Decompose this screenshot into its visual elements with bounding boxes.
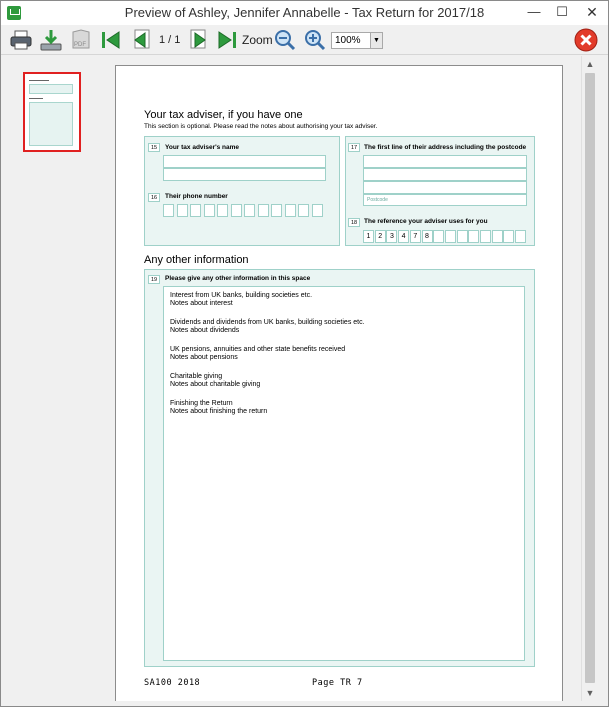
previous-page-button[interactable] (129, 28, 153, 52)
phone-digit-cell[interactable] (298, 204, 309, 217)
info-line: Finishing the Return (170, 400, 233, 407)
phone-digit-cell[interactable] (217, 204, 228, 217)
thumbnail-sidebar (1, 56, 103, 701)
postcode-label: Postcode (367, 197, 388, 203)
reference-digit-cell[interactable] (492, 230, 503, 243)
svg-text:PDF: PDF (74, 42, 86, 48)
info-line: Dividends and dividends from UK banks, building societies etc. (170, 319, 365, 326)
next-page-icon (187, 28, 211, 52)
window-close-button[interactable]: ✕ (586, 4, 598, 20)
chevron-down-icon[interactable]: ▼ (370, 33, 382, 48)
reference-digit-cell[interactable] (433, 230, 444, 243)
reference-digit-cell[interactable] (480, 230, 491, 243)
scrollbar-thumb[interactable] (585, 73, 595, 683)
reference-digit-cell[interactable]: 3 (386, 230, 397, 243)
phone-digit-cell[interactable] (204, 204, 215, 217)
reference-digit-cell[interactable] (457, 230, 468, 243)
first-page-button[interactable] (99, 28, 123, 52)
print-button[interactable] (9, 28, 33, 52)
adviser-address-input-line1[interactable] (363, 155, 527, 168)
phone-digit-cell[interactable] (190, 204, 201, 217)
adviser-address-input-line3[interactable] (363, 181, 527, 194)
adviser-name-label: Your tax adviser's name (165, 144, 240, 151)
phone-digit-cell[interactable] (285, 204, 296, 217)
last-page-icon (215, 28, 239, 52)
phone-digit-cell[interactable] (231, 204, 242, 217)
document-page (115, 65, 563, 701)
reference-digit-cell[interactable]: 7 (410, 230, 421, 243)
toolbar (1, 25, 608, 55)
zoom-in-button[interactable] (303, 28, 327, 52)
pdf-icon (69, 28, 93, 52)
reference-digit-cell[interactable] (445, 230, 456, 243)
thumb-line (29, 80, 49, 81)
field-number: 19 (148, 275, 160, 284)
other-info-label: Please give any other information in this space (165, 275, 311, 282)
info-line: Notes about finishing the return (170, 408, 268, 415)
reference-digit-cell[interactable] (503, 230, 514, 243)
reference-digit-cell[interactable] (468, 230, 479, 243)
reference-digit-cell[interactable]: 1 (363, 230, 374, 243)
document-viewer[interactable] (103, 56, 581, 701)
vertical-scrollbar[interactable] (581, 56, 598, 701)
zoom-value: 100% (335, 35, 361, 46)
field-number: 16 (148, 193, 160, 202)
first-page-icon (99, 28, 123, 52)
adviser-address-panel (345, 136, 535, 246)
adviser-section-subtext: This section is optional. Please read the notes about authorising your tax adviser. (144, 123, 378, 130)
download-icon (39, 28, 63, 52)
zoom-in-icon (303, 28, 327, 52)
field-number: 18 (348, 218, 360, 227)
phone-digit-cell[interactable] (177, 204, 188, 217)
info-line: Interest from UK banks, building societies etc. (170, 292, 313, 299)
window-title: Preview of Ashley, Jennifer Annabelle - Tax Return for 2017/18 (124, 5, 485, 20)
field-number: 17 (348, 143, 360, 152)
adviser-section-title: Your tax adviser, if you have one (144, 109, 303, 121)
close-preview-button[interactable] (574, 28, 598, 52)
field-number: 15 (148, 143, 160, 152)
page-thumbnail[interactable] (23, 72, 81, 152)
save-button[interactable] (39, 28, 63, 52)
next-page-button[interactable] (187, 28, 211, 52)
maximize-button[interactable]: ☐ (556, 4, 568, 19)
info-line: Notes about charitable giving (170, 381, 261, 388)
reference-digit-cell[interactable] (515, 230, 526, 243)
title-bar (1, 1, 608, 25)
printer-icon (9, 28, 33, 52)
reference-digit-cell[interactable]: 8 (422, 230, 433, 243)
info-line: Notes about pensions (170, 354, 238, 361)
last-page-button[interactable] (215, 28, 239, 52)
thumb-panel (29, 84, 73, 94)
zoom-out-icon (273, 28, 297, 52)
phone-digit-cell[interactable] (244, 204, 255, 217)
page-counter: 1 / 1 (159, 34, 181, 46)
other-info-section-title: Any other information (144, 254, 249, 266)
scroll-up-arrow[interactable]: ▲ (585, 59, 595, 69)
thumb-panel (29, 102, 73, 146)
other-info-textarea[interactable] (163, 286, 525, 661)
other-info-panel (144, 269, 535, 667)
phone-digit-cell[interactable] (312, 204, 323, 217)
info-line: Notes about dividends (170, 327, 240, 334)
previous-page-icon (129, 28, 153, 52)
adviser-name-input-line1[interactable] (163, 155, 326, 168)
scroll-down-arrow[interactable]: ▼ (585, 688, 595, 698)
info-line: Notes about interest (170, 300, 233, 307)
adviser-reference-label: The reference your adviser uses for you (364, 218, 488, 225)
thumb-line (29, 98, 43, 99)
adviser-postcode-input[interactable] (363, 194, 527, 206)
reference-digit-cell[interactable]: 2 (375, 230, 386, 243)
phone-digit-cell[interactable] (271, 204, 282, 217)
pdf-button[interactable] (69, 28, 93, 52)
phone-digit-cell[interactable] (258, 204, 269, 217)
form-code: SA100 2018 (144, 678, 201, 688)
adviser-phone-label: Their phone number (165, 193, 228, 200)
zoom-out-button[interactable] (273, 28, 297, 52)
info-line: Charitable giving (170, 373, 223, 380)
phone-digit-cell[interactable] (163, 204, 174, 217)
thumbnail-content (29, 78, 75, 146)
adviser-address-label: The first line of their address including the postcode (364, 144, 527, 151)
info-line: UK pensions, annuities and other state benefits received (170, 346, 346, 353)
minimize-button[interactable]: — (527, 4, 541, 19)
zoom-label: Zoom (242, 33, 273, 47)
adviser-name-input-line2[interactable] (163, 168, 326, 181)
adviser-details-panel (144, 136, 340, 246)
close-circle-icon (574, 28, 598, 52)
adviser-address-input-line2[interactable] (363, 168, 527, 181)
zoom-select[interactable] (331, 32, 383, 49)
reference-digit-cell[interactable]: 4 (398, 230, 409, 243)
page-number: Page TR 7 (312, 678, 363, 688)
